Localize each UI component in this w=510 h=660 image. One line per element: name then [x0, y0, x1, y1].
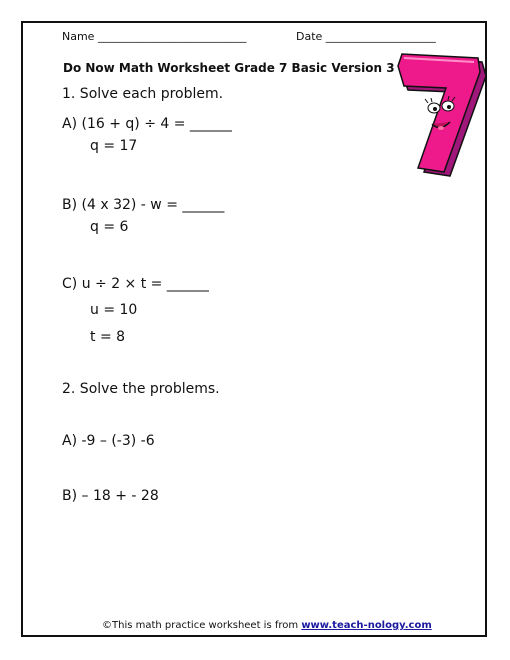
- worksheet-title: Do Now Math Worksheet Grade 7 Basic Version 3: [63, 61, 395, 75]
- name-field-label: Name ___________________________: [62, 30, 247, 43]
- section-2-heading: 2. Solve the problems.: [62, 381, 220, 397]
- footer-credit: [102, 620, 432, 631]
- cartoon-number-seven-icon: [394, 52, 488, 178]
- section-1-heading: 1. Solve each problem.: [62, 86, 224, 102]
- problem-1b-expression: B) (4 x 32) - w = ______: [62, 197, 225, 213]
- problem-1a-given: q = 17: [90, 138, 138, 154]
- problem-1c-expression: C) u ÷ 2 × t = ______: [62, 276, 209, 292]
- problem-1c-given-t: t = 8: [90, 329, 126, 345]
- date-field-label: Date ____________________: [296, 30, 436, 43]
- problem-2b-expression: B) – 18 + - 28: [62, 488, 159, 504]
- problem-2a-expression: A) -9 – (-3) -6: [62, 433, 155, 449]
- problem-1b-given: q = 6: [90, 219, 129, 235]
- problem-1c-given-u: u = 10: [90, 302, 138, 318]
- footer-text: ©This math practice worksheet is from: [102, 620, 302, 631]
- footer-link[interactable]: www.teach-nology.com: [301, 620, 432, 631]
- problem-1a-expression: A) (16 + q) ÷ 4 = ______: [62, 116, 232, 132]
